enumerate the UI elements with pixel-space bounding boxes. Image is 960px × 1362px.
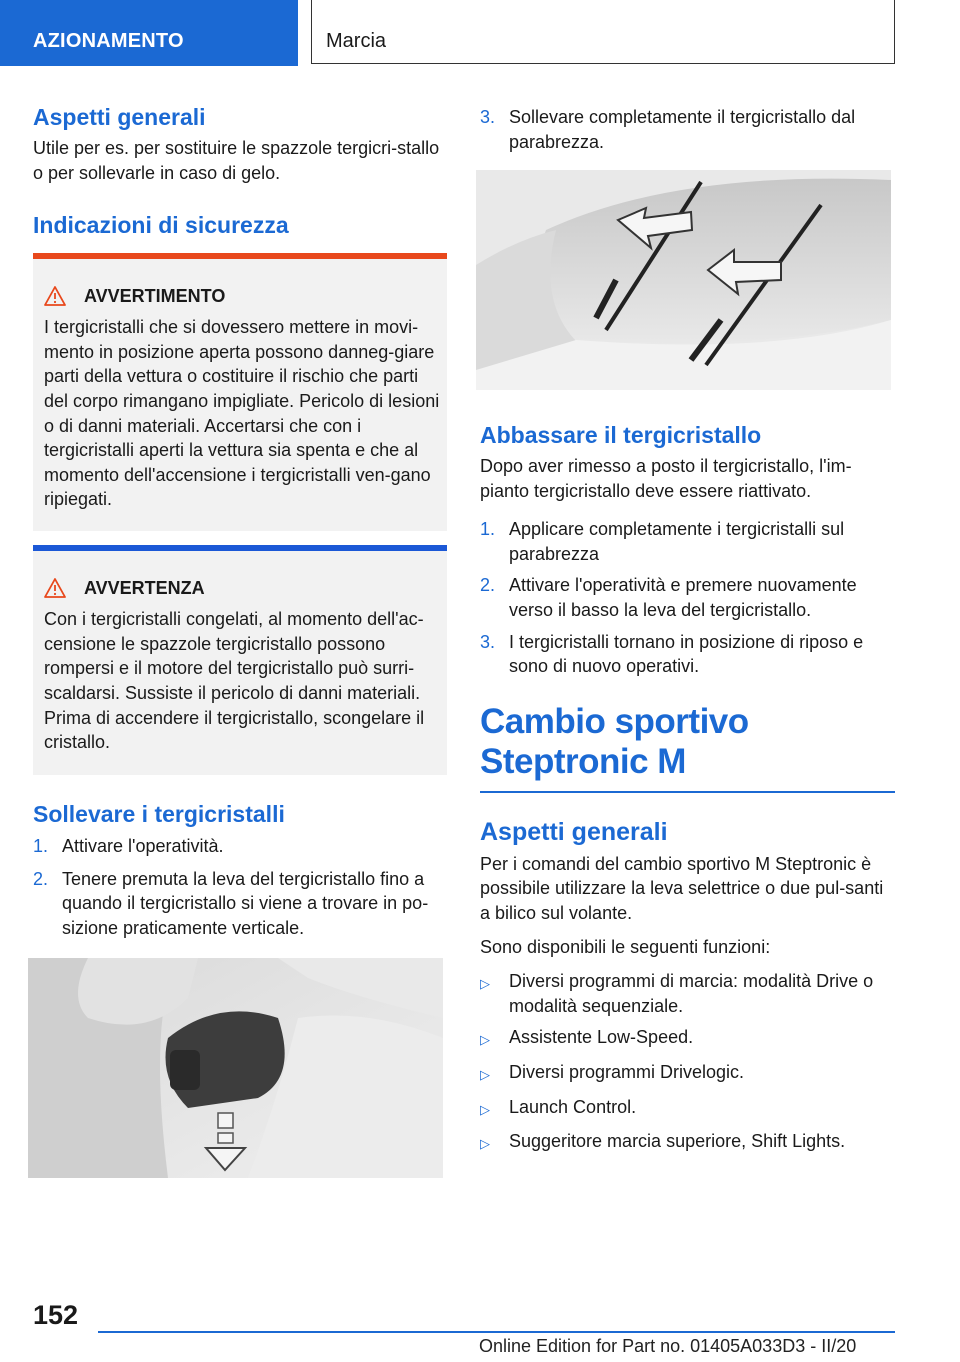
list-item bbox=[33, 834, 447, 859]
aspetti2-text: Per i comandi del cambio sportivo M Steptronic è possibile utilizzare la leva selettrice o due pul-santi a bilico sul volante. bbox=[480, 853, 884, 923]
step-number: 3. bbox=[480, 631, 496, 652]
warning-triangle-icon bbox=[44, 286, 66, 306]
funzioni-list bbox=[480, 969, 895, 1157]
caution-title-row bbox=[44, 573, 447, 603]
step-text: I tergicristalli tornano in posizione di riposo e sono di nuovo operativi. bbox=[509, 631, 864, 677]
caution-title: AVVERTENZA bbox=[84, 577, 205, 598]
bullet-triangle-icon: ▷ bbox=[480, 1101, 490, 1117]
caution-box bbox=[33, 545, 447, 775]
section-divider bbox=[480, 791, 895, 793]
list-item-text: Diversi programmi di marcia: modalità Drive o modalità sequenziale. bbox=[509, 971, 874, 1016]
list-item bbox=[480, 573, 895, 622]
step-number: 2. bbox=[480, 575, 496, 596]
list-item bbox=[480, 630, 895, 679]
page-number: 152 bbox=[33, 1300, 79, 1330]
sicurezza-heading: Indicazioni di sicurezza bbox=[33, 212, 289, 239]
warning-text: I tergicristalli che si dovessero mettere in movi-mento in posizione aperta possono danneg-giare parti della vettura o costituire il rischio che parti del corpo rimangano impigliate. Pericolo di lesioni o di danni materiali. Accertarsi che con i tergicristalli aperti la vettura sia spenta e che al momento dell'accensione i tergicristalli ven-gano ripiegati. bbox=[44, 317, 440, 510]
abbassare-steps bbox=[480, 517, 895, 679]
caution-triangle-icon bbox=[44, 578, 66, 598]
abbassare-heading: Abbassare il tergicristallo bbox=[480, 422, 762, 448]
left-column bbox=[33, 100, 447, 941]
list-item-text: Launch Control. bbox=[509, 1096, 637, 1117]
warning-title-row bbox=[44, 281, 447, 311]
bullet-triangle-icon: ▷ bbox=[480, 976, 490, 992]
step-text: Attivare l'operatività. bbox=[62, 836, 224, 857]
funzioni-intro: Sono disponibili le seguenti funzioni: bbox=[480, 936, 771, 957]
list-item bbox=[480, 1095, 895, 1123]
step-number: 1. bbox=[480, 519, 496, 540]
list-item bbox=[33, 867, 447, 941]
step-text: Sollevare completamente il tergicristallo dal parabrezza. bbox=[509, 107, 856, 152]
chapter-title: Marcia bbox=[311, 0, 895, 64]
list-item-text: Suggeritore marcia superiore, Shift Lights. bbox=[509, 1131, 846, 1152]
bullet-triangle-icon: ▷ bbox=[480, 1136, 490, 1152]
step-number: 3. bbox=[480, 107, 496, 127]
right-column-lower bbox=[480, 420, 895, 1157]
list-item bbox=[480, 105, 895, 154]
step-text: Applicare completamente i tergicristalli sul parabrezza bbox=[509, 519, 845, 564]
caution-text: Con i tergicristalli congelati, al momento dell'ac-censione le spazzole tergicristallo possono rompersi e il motore del tergicristallo può surri-scaldarsi. Sussiste il pericolo di danni materiali. Prima di accendere il tergicristallo, scongelare il cristallo. bbox=[44, 609, 425, 753]
list-item bbox=[480, 1025, 895, 1053]
list-item bbox=[480, 1129, 895, 1157]
aspetti2-heading: Aspetti generali bbox=[480, 817, 668, 846]
list-item-text: Diversi programmi Drivelogic. bbox=[509, 1061, 745, 1082]
right-column bbox=[480, 100, 895, 154]
footer-divider bbox=[98, 1331, 895, 1333]
warning-title: AVVERTIMENTO bbox=[84, 285, 226, 306]
step-text: Tenere premuta la leva del tergicristallo fino a quando il tergicristallo si viene a trovare in po-sizione praticamente verticale. bbox=[62, 868, 429, 938]
aspetti-heading: Aspetti generali bbox=[33, 104, 206, 130]
list-item bbox=[480, 1060, 895, 1088]
sollevare-steps bbox=[33, 834, 447, 940]
warning-box bbox=[33, 253, 447, 531]
bullet-triangle-icon: ▷ bbox=[480, 1066, 490, 1082]
section-tab: AZIONAMENTO bbox=[0, 0, 298, 66]
wipers-raised-image bbox=[476, 170, 891, 390]
list-item bbox=[480, 969, 895, 1018]
edition-text: Online Edition for Part no. 01405A033D3 - II/20 bbox=[479, 1336, 857, 1356]
list-item bbox=[480, 517, 895, 566]
sollevare-step-3 bbox=[480, 105, 895, 154]
step-number: 2. bbox=[33, 868, 49, 889]
bullet-triangle-icon: ▷ bbox=[480, 1032, 490, 1048]
wiper-lever-image bbox=[28, 958, 443, 1178]
step-text: Attivare l'operatività e premere nuovamente verso il basso la leva del tergicristallo. bbox=[509, 575, 857, 620]
list-item-text: Assistente Low-Speed. bbox=[509, 1027, 694, 1048]
step-number: 1. bbox=[33, 836, 49, 857]
cambio-heading: Cambio sportivo Steptronic M bbox=[480, 701, 749, 781]
sollevare-heading: Sollevare i tergicristalli bbox=[33, 801, 285, 828]
abbassare-text: Dopo aver rimesso a posto il tergicristallo, l'im-pianto tergicristallo deve essere riattivato. bbox=[480, 456, 852, 501]
aspetti-text: Utile per es. per sostituire le spazzole tergicri-stallo o per sollevarle in caso di gelo. bbox=[33, 138, 440, 183]
